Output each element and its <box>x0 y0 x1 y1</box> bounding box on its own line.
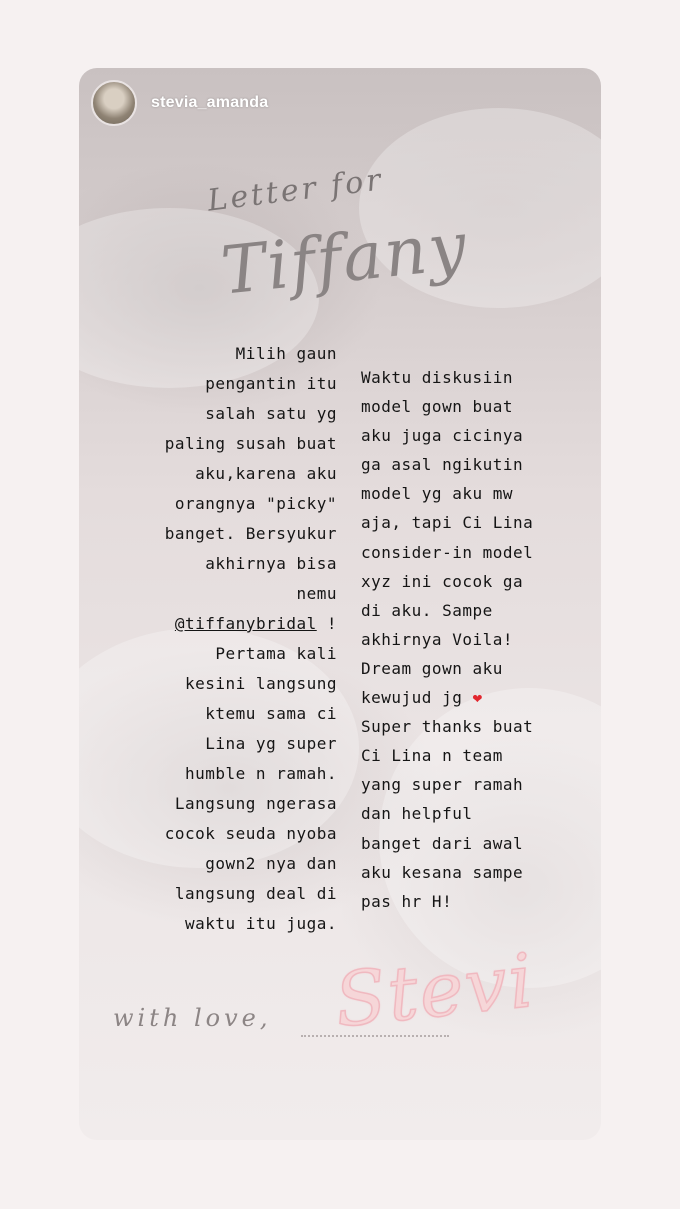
username[interactable]: stevia_amanda <box>151 94 269 111</box>
text-line: kesini langsung <box>185 674 337 693</box>
text-line: gown2 nya dan <box>205 854 337 873</box>
text-line: model yg aku mw <box>361 484 513 504</box>
text-line: model gown buat <box>361 397 513 417</box>
closing-text: with love, <box>113 1004 272 1032</box>
letter-right-column <box>361 363 593 916</box>
signature: Stevi <box>331 937 539 1045</box>
text-line: banget. Bersyukur <box>164 524 337 543</box>
story-header <box>91 80 268 126</box>
text-line: Dream gown aku <box>361 658 503 678</box>
text-line: humble n ramah. <box>185 764 337 783</box>
text-line: Super thanks buat <box>361 717 534 737</box>
text-line: pas hr H! <box>361 891 453 911</box>
text-line: aja, tapi Ci Lina <box>361 513 534 533</box>
text-line: paling susah buat <box>164 434 337 453</box>
text-line: banget dari awal <box>361 833 524 853</box>
text-line: langsung deal di <box>174 884 337 903</box>
text-line: dan helpful <box>361 804 473 824</box>
text-line: consider-in model <box>361 542 534 562</box>
text-line: Langsung ngerasa <box>174 794 337 813</box>
mention-line <box>97 609 337 639</box>
text-line: yang super ramah <box>361 775 524 795</box>
text-line: aku juga cicinya <box>361 426 524 446</box>
text-line: akhirnya Voila! <box>361 629 513 649</box>
text-line: Waktu diskusiin <box>361 368 513 387</box>
letter-left-column <box>97 339 337 939</box>
heart-line-text: kewujud jg <box>361 688 473 708</box>
text-line: salah satu yg <box>205 404 337 423</box>
story-card[interactable] <box>79 68 601 1140</box>
text-line: pengantin itu <box>205 374 337 393</box>
text-line: xyz ini cocok ga <box>361 571 524 591</box>
letter-title-line1: Letter for <box>205 162 386 219</box>
heart-icon: ❤ <box>472 688 483 708</box>
text-line: aku,karena aku <box>195 464 337 483</box>
mention-suffix: ! <box>316 614 337 633</box>
text-line: orangnya "picky" <box>174 494 337 513</box>
mention-link[interactable]: @tiffanybridal <box>174 614 317 633</box>
text-line: waktu itu juga. <box>185 914 337 933</box>
letter-title-name: Tiffany <box>217 207 472 310</box>
text-line: ktemu sama ci <box>205 704 337 723</box>
text-line: Ci Lina n team <box>361 746 503 766</box>
text-line: akhirnya bisa <box>205 554 337 573</box>
text-line: di aku. Sampe <box>361 600 493 620</box>
text-line: Lina yg super <box>205 734 337 753</box>
text-line: Pertama kali <box>215 644 337 663</box>
avatar[interactable] <box>91 80 137 126</box>
text-line: aku kesana sampe <box>361 862 524 882</box>
text-line: ga asal ngikutin <box>361 455 524 475</box>
text-line: cocok seuda nyoba <box>164 824 337 843</box>
text-line: nemu <box>296 584 337 603</box>
text-line: Milih gaun <box>235 344 337 363</box>
heart-line <box>361 683 593 712</box>
